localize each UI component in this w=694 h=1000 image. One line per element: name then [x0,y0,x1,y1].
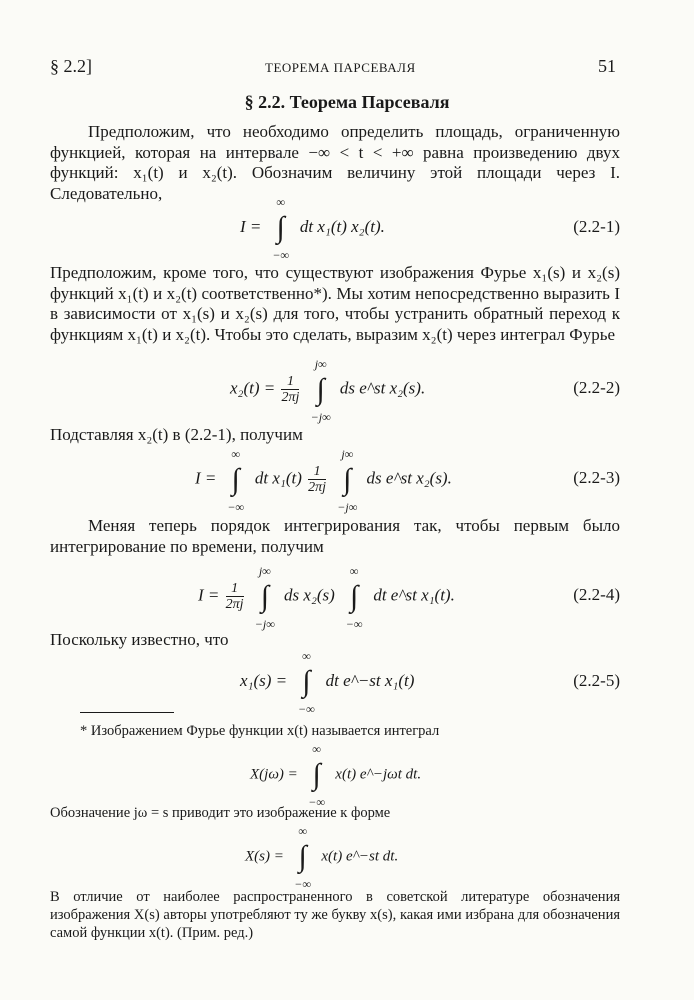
fnA-lhs: X(jω) = [250,766,298,783]
integral-sign: ∞ ∫ −∞ [272,195,289,262]
footnote-rule [80,712,174,713]
eq4-number: (2.2-4) [573,585,620,604]
integral-sign: j∞ ∫ −j∞ [337,446,358,514]
eq4-body2: dt e^st x₁(t). [373,585,455,605]
paragraph-5: Поскольку известно, что [50,630,229,649]
fnA-body: x(t) e^−jωt dt. [335,766,422,783]
paragraph-3: Подставляя x₂(t) в (2.2-1), получим [50,425,303,444]
equation-2-2-4 [50,563,620,631]
fraction: $\frac{1}{2\pi j}$ [308,464,327,495]
fnB-lhs: X(s) = [245,848,284,865]
eq2-lhs: x₂(t) = [230,378,276,398]
eq1-number: (2.2-1) [573,217,620,236]
equation-2-2-5 [50,649,620,716]
eq3-lhs: I = [195,468,217,488]
equation-2-2-1 [50,195,620,262]
footnote-equation-a [50,742,620,809]
eq5-number: (2.2-5) [573,671,620,690]
eq2-body: ds e^st x₂(s). [339,378,426,398]
section-title: § 2.2. Теорема Парсеваля [244,92,450,112]
footnote-mid: Обозначение jω = s приводит это изображение к форме [50,805,391,821]
eq1-body: dt x₁(t) x₂(t). [299,216,385,236]
footnote-outro: В отличие от наиболее распространенного в советской литературе обозначения изображения X(s) авторы употребляют ту же букву x(s), какая ими избрана для обозначения самой функции x(t). (Прим. ред.) [50,889,620,941]
equation-2-2-2 [50,356,620,424]
eq4-lhs: I = [198,585,220,605]
fnB-body: x(t) e^−st dt. [321,848,399,865]
eq5-body: dt e^−st x₁(t) [325,670,415,690]
integral-sign: ∞ ∫ −∞ [227,446,244,514]
eq1-lhs: I = [240,216,262,236]
footnote-equation-b [50,824,620,891]
eq4-body1: ds x₂(s) [284,585,335,605]
footnote-intro: * Изображением Фурье функции x(t) называется интеграл [80,723,440,739]
eq3-number: (2.2-3) [573,468,620,487]
paragraph-1: Предположим, что необходимо определить площадь, ограниченную функцией, которая на интервале −∞ < t < +∞ равна произведению двух функций: x₁(t) и x₂(t). Обозначим величину этой площади через I. Следовательно, [50,122,620,203]
paragraph-4: Меняя теперь порядок интегрирования так, чтобы первым было интегрирование по времени, получим [50,516,620,556]
eq3-body2: ds e^st x₂(s). [366,468,452,488]
integral-sign: j∞ ∫ −j∞ [310,356,331,424]
integral-sign: j∞ ∫ −j∞ [254,563,275,631]
fraction: $\frac{1}{2\pi j}$ [281,374,300,405]
fraction: $\frac{1}{2\pi j}$ [225,581,244,612]
integral-sign: ∞ ∫ −∞ [298,649,315,716]
eq5-lhs: x₁(s) = [240,670,288,690]
eq2-number: (2.2-2) [573,378,620,397]
paragraph-2: Предположим, кроме того, что существуют изображения Фурье x₁(s) и x₂(s) функций x₁(t) и x₂(t) соответственно*). Мы хотим непосредственно выразить I в зависимости от x₁(s) и x₂(s) для того, чтобы устранить обратный переход к функциям x₁(t) и x₂(t). Чтобы это сделать, выразим x₂(t) через интеграл Фурье [50,263,620,344]
integral-sign: ∞ ∫ −∞ [308,742,325,809]
running-title: ТЕОРЕМА ПАРСЕВАЛЯ [265,60,416,75]
integral-sign: ∞ ∫ −∞ [294,824,311,891]
equation-2-2-3 [50,446,620,514]
eq3-body1: dt x₁(t) [254,468,302,488]
section-ref: § 2.2] [50,56,92,76]
page-number: 51 [598,56,616,76]
integral-sign: ∞ ∫ −∞ [345,563,363,631]
